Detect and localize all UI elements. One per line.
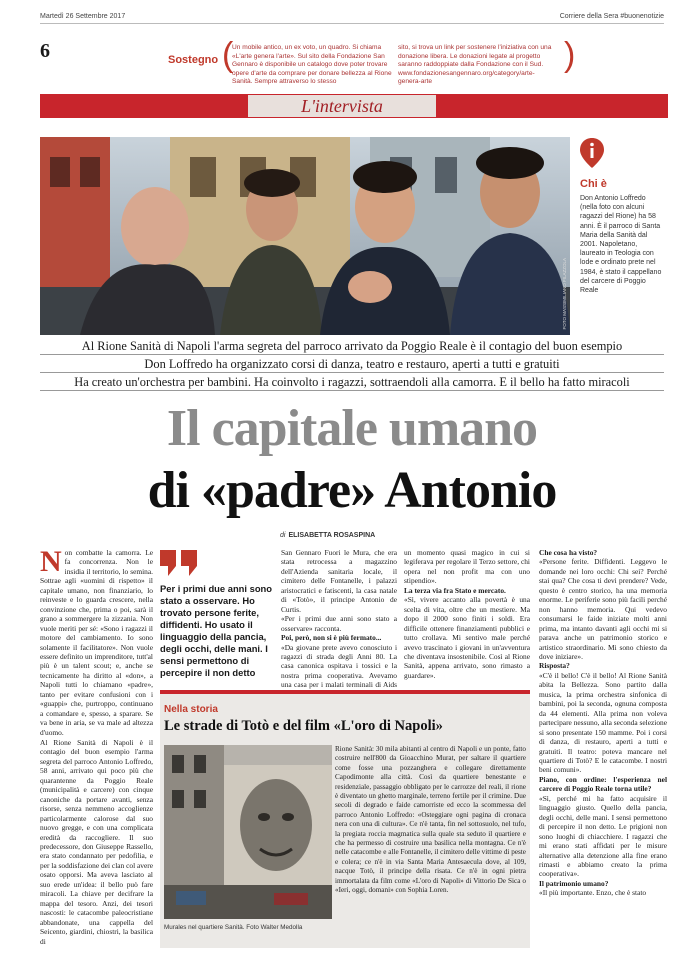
headline-line-1: Il capitale umano [166, 400, 538, 457]
col4-text: un momento quasi magico in cui si legiferava per regolare il Terzo settore, chi opera nel non profit ma con uno stipendio». [404, 548, 530, 586]
photo-credit: FOTO MASSIMILIANO FILAZZOLA [562, 257, 567, 329]
answer: «Il più importante. Enzo, che è stato [539, 888, 647, 898]
box-text: Rione Sanità: 30 mila abitanti al centro di Napoli e un ponte, fatto costruire nell'800 da Gioacchino Murat, per saltare il quartiere come fosse una pozzanghera e collegare direttamente Capodimonte alla città. Così da quartiere benestante e residenziale, passaggio obbligato per le carrozze del reali, il rione è diventato un ghetto marginale, terreno fertile per il crimine. Due secoli di degrado e faide camorriste ed ecco la scommessa del parroco Antonio Loffredo: «Osteggiare ogni pagina di cronaca nera con una di cultura». Ce n'è tanta, fin nel sottosuolo, nel tufo, la pregiata roccia magmatica sulla quale sta seduto il quartiere e che ha permesso di costruire una basilica nella montagna. Ce n'è nelle catacombe e alle Fontanelle, il cimitero delle vittime di peste e colera; ce n'è in via Santa Maria Antesaecula dove, al 109, nacque Totò, il principe della risata. Ce n'è in ogni pietra immortalata da film come «L'oro di Napoli» di Vittorio De Sica o «Ieri, oggi, domani» con Sophia Loren. [335, 745, 526, 895]
chi-e-body: Don Antonio Loffredo (nella foto con alcuni ragazzi del Rione) ha 58 anni. È il parroco di Santa Maria della Sanità dal 2001. Napoletano, laureato in Teologia con lode e ordinato prete nel 1984, è stato il cappellano del carcere di Poggio Reale [580, 195, 662, 295]
byline-prefix: di [280, 532, 286, 539]
sostegno-text-a: Un mobile antico, un ex voto, un quadro. Si chiama «L'arte genera l'arte». Sul sito della Fondazione San Gennaro è disponibile un catalogo dove poter trovare opere d'arte da comprare per donare bellezza al Rione Sanità. Sempre attraverso lo stesso [232, 44, 392, 86]
subhead-2: Don Loffredo ha organizzato corsi di danza, teatro e restauro, aperti a tutti e gratuiti [40, 356, 664, 373]
paren-left-icon: ( [222, 36, 234, 74]
quote-marks-icon [160, 550, 198, 576]
col3-answer: «Da giovane prete avevo conosciuto i ragazzi di strada degli Anni 80. La casa canonica ospitava i tossici e la nostra prima cooperativa. Avevamo una casa per i malati terminali di Aids [281, 642, 397, 690]
col3-text: San Gennaro Fuori le Mura, che era stata retrocessa a magazzino dell'Azienda sanitaria locale, il cimitero delle Fontanelle, i palazzi aristocratici e fatiscenti, la casa natale di «Totò», il principe Antonio de Curtis. [281, 548, 397, 614]
byline-author: ELISABETTA ROSASPINA [288, 532, 376, 539]
sostegno-text-b: sito, si trova un link per sostenere l'iniziativa con una donazione libera. Le donazioni legate al progetto saranno raddoppiate dalla Fondazione con il Sud. www.fondazionesangennaro.org/category/arte-genera-arte [398, 44, 552, 86]
section-band [40, 94, 668, 118]
page-number: 6 [40, 40, 50, 62]
answer: «C'è il bello! C'è il bello! Al Rione Sanità abita la Bellezza. Sono partito dalla musica, la prima orchestra sinfonica di bambini, poi la seconda, ognuna composta da 44 elementi. Alla prima non voleva partecipare nessuno, alla seconda selezione si sono presentate 150 mamme. Poi i corsi di danza, di restauro, aperti a tutti e gratuiti. Il teatro: poteva mancare nel quartiere di Totò? E le catacombe. I nostri beni comuni». [539, 670, 667, 775]
box-kicker: Nella storia [164, 704, 218, 715]
question: Il patrimonio umano? [539, 878, 609, 888]
headline-line-2: di «padre» Antonio [147, 462, 557, 519]
article-column-1 [40, 545, 153, 737]
article-column-4 [404, 548, 530, 680]
chi-e-title: Chi è [580, 178, 607, 190]
box-photo-caption: Murales nel quartiere Sanità. Foto Walter Medolla [164, 924, 303, 931]
street-photo-illustration [40, 137, 570, 335]
info-pin-icon [580, 138, 604, 168]
publication-name: Corriere della Sera #buonenotizie [559, 13, 664, 20]
subhead-3: Ha creato un'orchestra per bambini. Ha coinvolto i ragazzi, sottraendoli alla camorra. E il bello ha fatto miracoli [40, 374, 664, 391]
col4-answer: «Sì, vivere accanto alla povertà è una scelta di vita, oltre che un mestiere. Ma dopo il 2000 sono finiti i soldi. Era difficile ottenere finanziamenti pubblici e tutto crollava. Mi sentivo male perché avevo trascinato i giovani in un'avventura che diventava insostenibile. Così al Rione Sanità, appena arrivato, sono rimasto a guardare». [404, 595, 530, 680]
sostegno-label: Sostegno [168, 54, 219, 66]
article-column-1b: Al Rione Sanità di Napoli è il contagio del buon esempio l'arma segreta del parroco Antonio Loffredo, 58 anni, arrivato qui poco più che quarantenne da Poggio Reale (municipalità e carcere) con cinque canoniche da portare avanti, senza risorse, senza nemmeno accoglienze particolarmente calorose dal suo nuovo gregge, e con una complicata eredità da raccogliere. Il suo predecessore, don Giuseppe Rassello, era stato condannato per pedofilia, e per la soddisfazione dei clan col avere osato opporsi. Ma aveva lasciato al suo erede un'idea: il bello può fare miracoli. La chiave per decifrare la mappa del tesoro. Anzi, dei tesori nascosti: le catacombe paleocristiane abbandonate, una cappella del Seicento, giardini, chiostri, la basilica di [40, 738, 153, 946]
page-header-line [40, 12, 664, 24]
dropcap: N [40, 545, 62, 578]
murales-photo-illustration [164, 745, 332, 919]
main-photo [40, 137, 570, 335]
article-column-5 [539, 548, 667, 898]
answer: «Persone ferite. Diffidenti. Leggevo le domande nei loro occhi: Chi sei? Perché stai qua? Che cosa ti devi prendere? Vede, questo è centro storico, ha una memoria enorme. Le periferie sono più facili perché non hanno memoria. Qui vedevo consumarsi le faide iniziate molti anni prima, ma intanto davanti agli occhi mi si parava anche un patrimonio storico e artistico straordinario. Mi sono chiesto da dove iniziare». [539, 557, 667, 661]
question: La terza via fra Stato e mercato. [404, 585, 506, 595]
subhead-1: Al Rione Sanità di Napoli l'arma segreta del parroco arrivato da Poggio Reale è il contagio del buon esempio [40, 338, 664, 355]
sidebar-box-bar [160, 690, 530, 694]
byline [280, 532, 375, 539]
pull-quote: Per i primi due anni sono stato a osservare. Ho trovato persone ferite, diffidenti. Ho usato il linguaggio della pancia, degli occhi, delle mani. I sensi permettono di percepire il non detto [160, 583, 272, 678]
col3-quote: «Per i primi due anni sono stato a osservare» racconta. [281, 614, 397, 633]
article-column-3 [281, 548, 397, 699]
question: Poi, però, non si è più fermato... [281, 633, 382, 643]
paren-right-icon: ) [564, 36, 576, 74]
section-title: L'intervista [248, 95, 436, 117]
question: Piano, con ordine: l'esperienza nel carcere di Poggio Reale torna utile? [539, 774, 667, 794]
box-photo [164, 745, 332, 919]
box-title: Le strade di Totò e del film «L'oro di Napoli» [164, 718, 443, 734]
answer: «Sì, perché mi ha fatto acquisire il linguaggio giusto. Quello della pancia, degli occhi, delle mani. I sensi permettono di percepire il non detto. Le prigioni non sono luoghi di chiacchiere. I ragazzi che mi erano stati affidati per le misure alternative alla detenzione alla fine erano rimasti e abbiamo creato la prima cooperativa». [539, 793, 667, 879]
question: Che cosa ha visto? [539, 548, 598, 557]
article-lead: on combatte la camorra. Le fa concorrenza. Non le insidia il territorio, lo semina. Sottrae agli «uomini di rispetto» il capitale umano, non finanziario, lo reinveste e lo guarda crescere, nella convinzione che, prima o poi, sarà il grano a sommergere la zizzania. Non vuole meriti per sé: «Sono i ragazzi il motore del cambiamento. Io sono solamente il facilitatore». Non vuole essere definito un imprenditore, tutt'al più è un talent scout; e, anche se tecnicamente ha diritto al «don», a Napoli tutti lo chiamano «padre», tanto per evitare confusioni con i «guappi» che, purtroppo, continuano a comandare e, spesso, a sparare. Se va bene in aria, se va male ad altezza d'uomo. [40, 548, 153, 737]
issue-date: Martedì 26 Settembre 2017 [40, 13, 126, 20]
question: Risposta? [539, 661, 570, 671]
